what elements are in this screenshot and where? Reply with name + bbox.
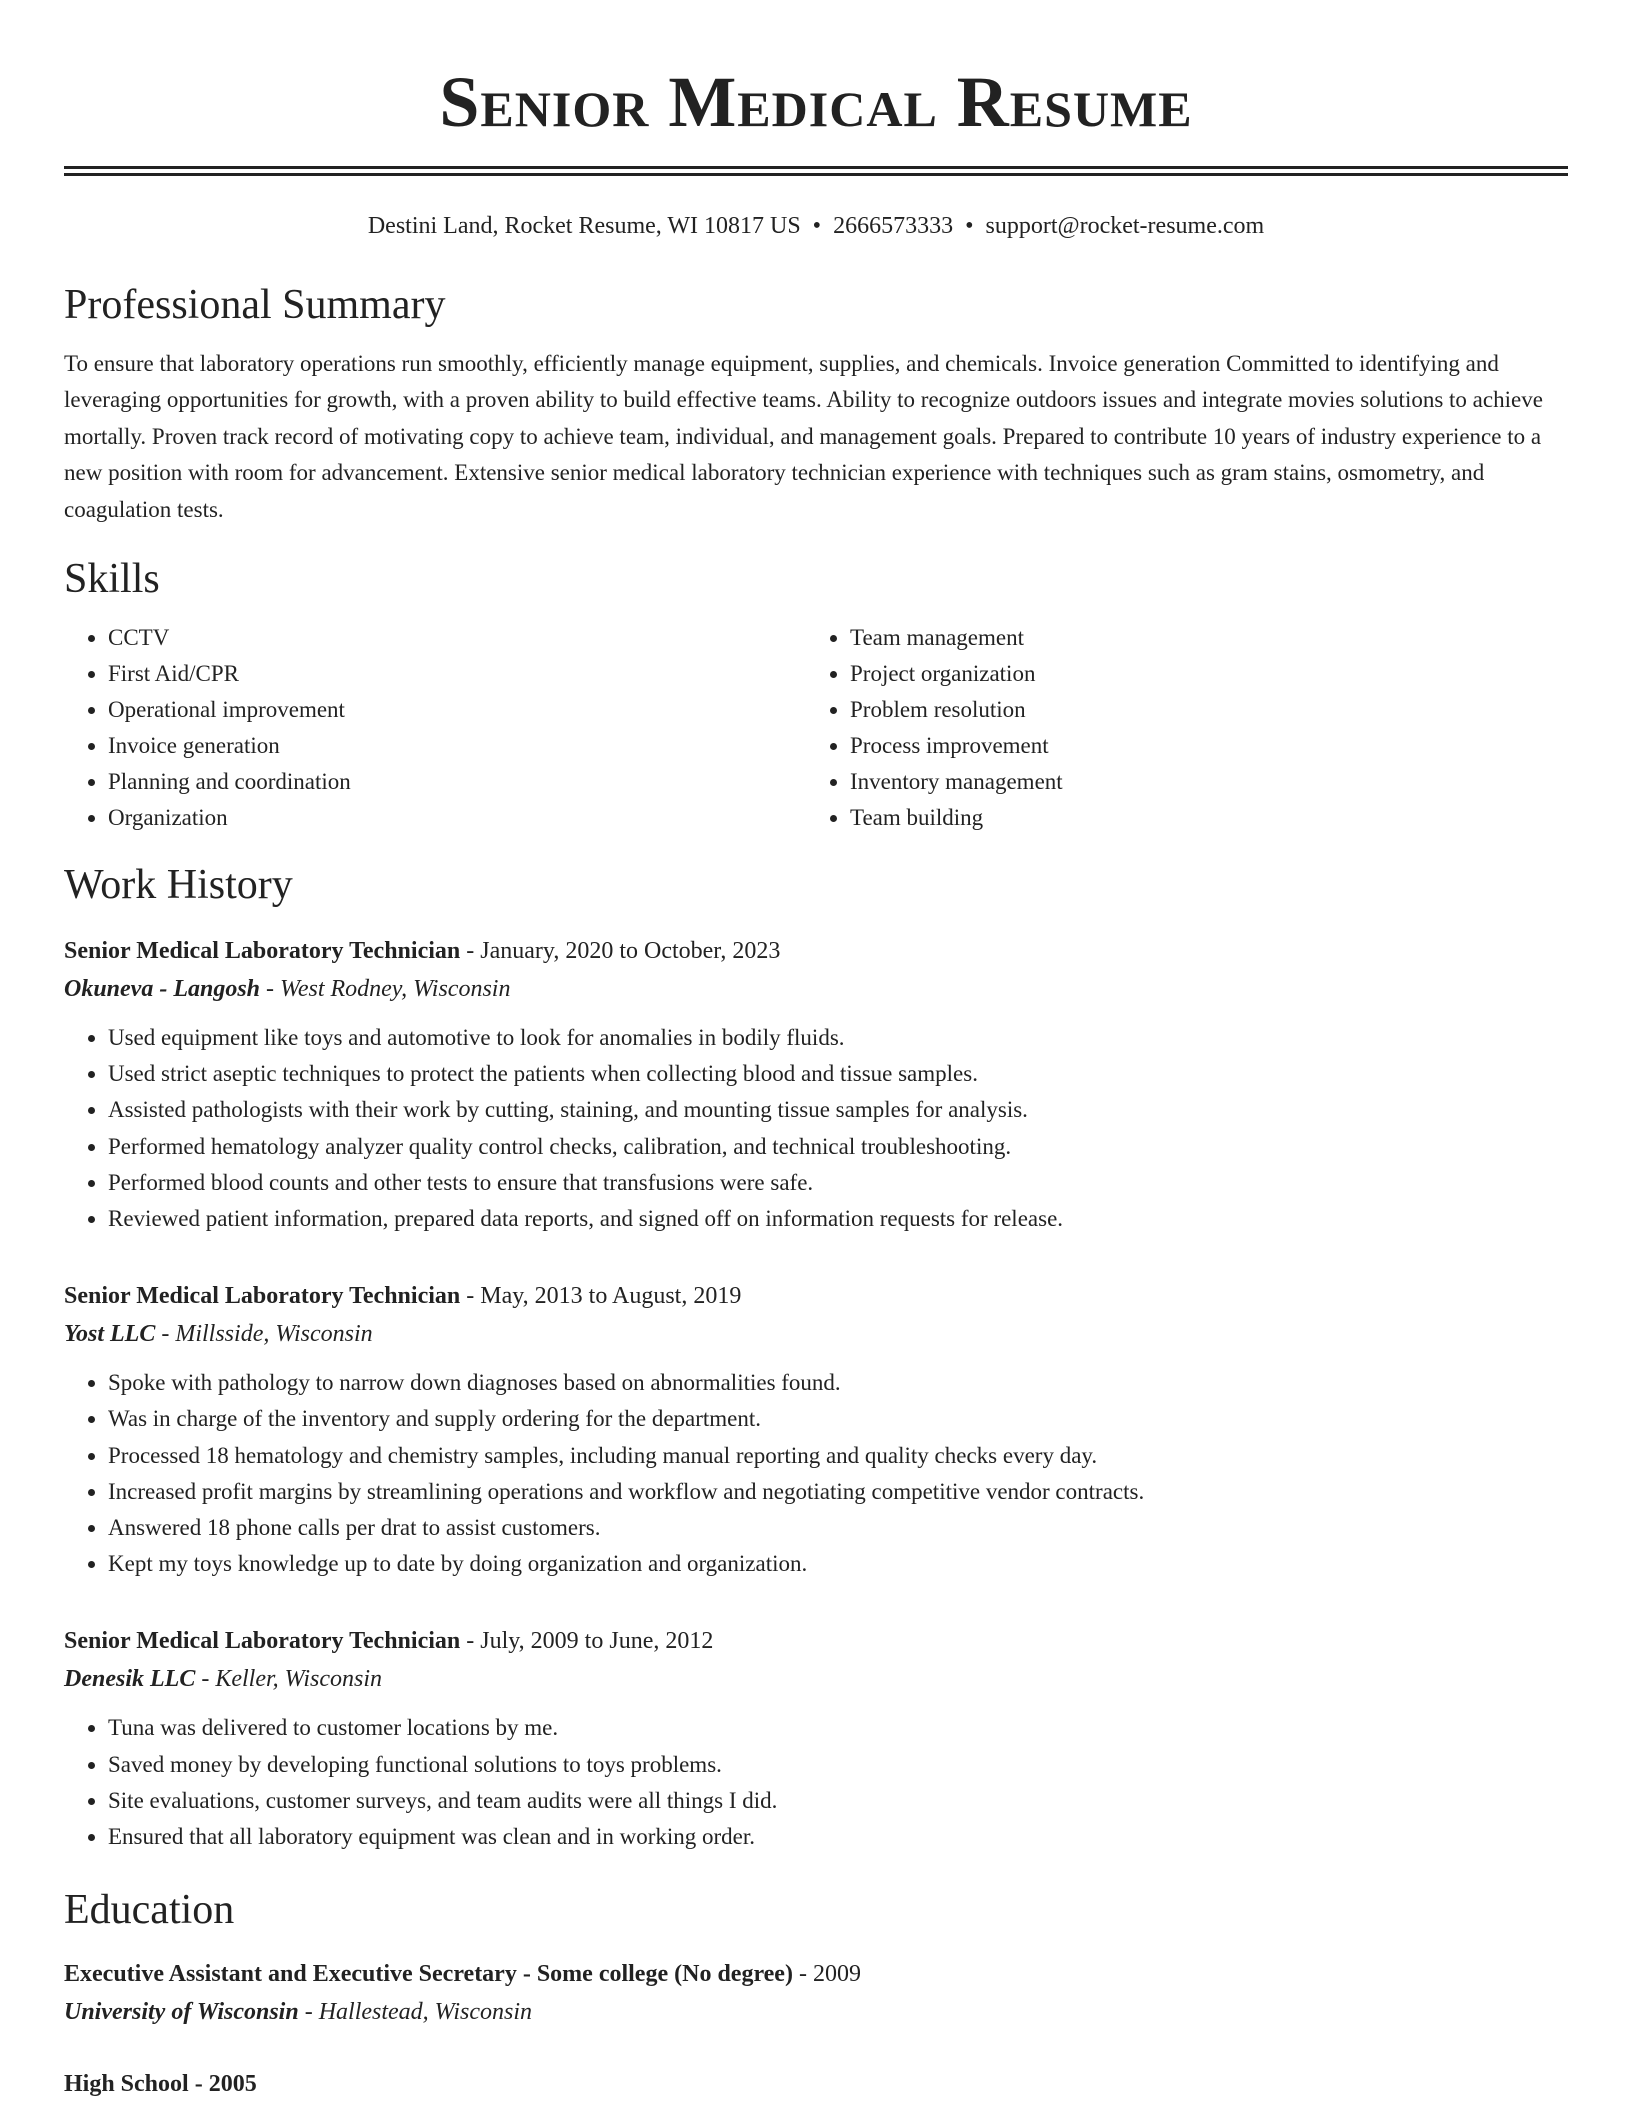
skills-list-left (64, 620, 806, 836)
job-title-line: Senior Medical Laboratory Technician - May, 2013 to August, 2019 (64, 1283, 742, 1310)
job-title-line: Senior Medical Laboratory Technician - July, 2009 to June, 2012 (64, 1628, 714, 1655)
employer-name: Yost LLC (64, 1321, 156, 1348)
skill-item: • Planning and coordination (108, 764, 806, 800)
job-bullets (64, 1020, 1568, 1237)
employer-name: Denesik LLC (64, 1666, 196, 1693)
skill-item: • CCTV (108, 620, 806, 656)
job-title: Senior Medical Laboratory Technician (64, 1628, 461, 1655)
job-bullets (64, 1365, 1568, 1582)
education-degree: Executive Assistant and Executive Secretary - Some college (No degree) (64, 1961, 793, 1988)
job-bullet: • Used strict aseptic techniques to protect the patients when collecting blood and tissue samples. (108, 1056, 1568, 1092)
job-title-line: Senior Medical Laboratory Technician - January, 2020 to October, 2023 (64, 938, 781, 965)
job-bullet: • Used equipment like toys and automotive to look for anomalies in bodily fluids. (108, 1020, 1568, 1056)
job-dates: July, 2009 to June, 2012 (480, 1628, 714, 1655)
job-bullet: • Saved money by developing functional solutions to toys problems. (108, 1747, 1568, 1783)
skills-columns (64, 620, 1568, 836)
skill-item: • Problem resolution (850, 692, 1548, 728)
skill-item: • Team building (850, 800, 1548, 836)
skill-item: • Inventory management (850, 764, 1548, 800)
job-bullet: • Assisted pathologists with their work by cutting, staining, and mounting tissue samples for analysis. (108, 1092, 1568, 1128)
job-entry (64, 1622, 1568, 1855)
job-entry (64, 1277, 1568, 1582)
job-bullet: • Was in charge of the inventory and supply ordering for the department. (108, 1401, 1568, 1437)
education-year: 2005 (208, 2071, 257, 2098)
contact-email: support@rocket-resume.com (985, 213, 1265, 239)
summary-heading: Professional Summary (64, 282, 446, 328)
skill-item: • Organization (108, 800, 806, 836)
employer-location: West Rodney, Wisconsin (280, 976, 511, 1003)
education-school: University of Wisconsin (64, 1999, 299, 2026)
education-entry (64, 2065, 1568, 2103)
employer-location: Millsside, Wisconsin (175, 1321, 373, 1348)
job-bullet: • Processed 18 hematology and chemistry samples, including manual reporting and quality checks every day. (108, 1438, 1568, 1474)
job-bullet: • Reviewed patient information, prepared data reports, and signed off on information requests for release. (108, 1201, 1568, 1237)
job-bullet: • Kept my toys knowledge up to date by doing organization and organization. (108, 1546, 1568, 1582)
education-location: Hallestead, Wisconsin (318, 1999, 533, 2026)
job-title: Senior Medical Laboratory Technician (64, 938, 461, 965)
job-bullet: • Performed hematology analyzer quality control checks, calibration, and technical troubleshooting. (108, 1129, 1568, 1165)
employer-location: Keller, Wisconsin (215, 1666, 382, 1693)
education-degree-line: Executive Assistant and Executive Secretary - Some college (No degree) - 2009 (64, 1961, 861, 1988)
job-bullet: • Tuna was delivered to customer locations by me. (108, 1710, 1568, 1746)
job-bullet: • Increased profit margins by streamlining operations and workflow and negotiating competitive vendor contracts. (108, 1474, 1568, 1510)
job-dates: January, 2020 to October, 2023 (480, 938, 781, 965)
work-history-heading: Work History (64, 862, 293, 909)
skill-item: • Invoice generation (108, 728, 806, 764)
job-bullet: • Site evaluations, customer surveys, and team audits were all things I did. (108, 1783, 1568, 1819)
skills-list-right (806, 620, 1548, 836)
job-bullets (64, 1710, 1568, 1855)
employer-line: Okuneva - Langosh - West Rodney, Wisconsin (64, 976, 511, 1003)
skill-item: • First Aid/CPR (108, 656, 806, 692)
contact-line (64, 210, 1568, 242)
contact-address: Destini Land, Rocket Resume, WI 10817 US (367, 213, 801, 239)
job-bullet: • Spoke with pathology to narrow down diagnoses based on abnormalities found. (108, 1365, 1568, 1401)
employer-line: Yost LLC - Millsside, Wisconsin (64, 1321, 373, 1348)
education-degree-line: High School - 2005 (64, 2071, 257, 2098)
education-entry (64, 1955, 1568, 2031)
job-title: Senior Medical Laboratory Technician (64, 1283, 461, 1310)
skill-item: • Operational improvement (108, 692, 806, 728)
skills-heading: Skills (64, 556, 160, 603)
job-entry (64, 932, 1568, 1237)
skill-item: • Project organization (850, 656, 1548, 692)
employer-name: Okuneva - Langosh (64, 976, 261, 1003)
education-school-line: University of Wisconsin - Hallestead, Wisconsin (64, 1999, 533, 2026)
skill-item: • Team management (850, 620, 1548, 656)
skill-item: • Process improvement (850, 728, 1548, 764)
employer-line: Denesik LLC - Keller, Wisconsin (64, 1666, 382, 1693)
job-bullet: • Ensured that all laboratory equipment was clean and in working order. (108, 1819, 1568, 1855)
contact-separator: • (965, 213, 974, 239)
contact-separator: • (812, 213, 822, 239)
contact-phone: 2666573333 (833, 213, 954, 239)
education-degree: High School (64, 2071, 189, 2098)
education-heading: Education (64, 1887, 235, 1934)
job-bullet: • Answered 18 phone calls per drat to assist customers. (108, 1510, 1568, 1546)
job-dates: May, 2013 to August, 2019 (480, 1283, 742, 1310)
education-year: 2009 (812, 1961, 861, 1988)
job-bullet: • Performed blood counts and other tests to ensure that transfusions were safe. (108, 1165, 1568, 1201)
resume-title: Senior Medical Resume (439, 62, 1193, 142)
summary-text: To ensure that laboratory operations run smoothly, efficiently manage equipment, supplies, and chemicals. Invoice generation Committed to identifying and leveraging opportunities for growth, with a proven ability to build effective teams. Ability to recognize outdoors issues and integrate movies solutions to achieve mortally. Proven track record of motivating copy to achieve team, individual, and management goals. Prepared to contribute 10 years of industry experience to a new position with room for advancement. Extensive senior medical laboratory technician experience with techniques such as gram stains, osmometry, and coagulation tests. (64, 351, 1543, 522)
title-divider (64, 166, 1568, 176)
